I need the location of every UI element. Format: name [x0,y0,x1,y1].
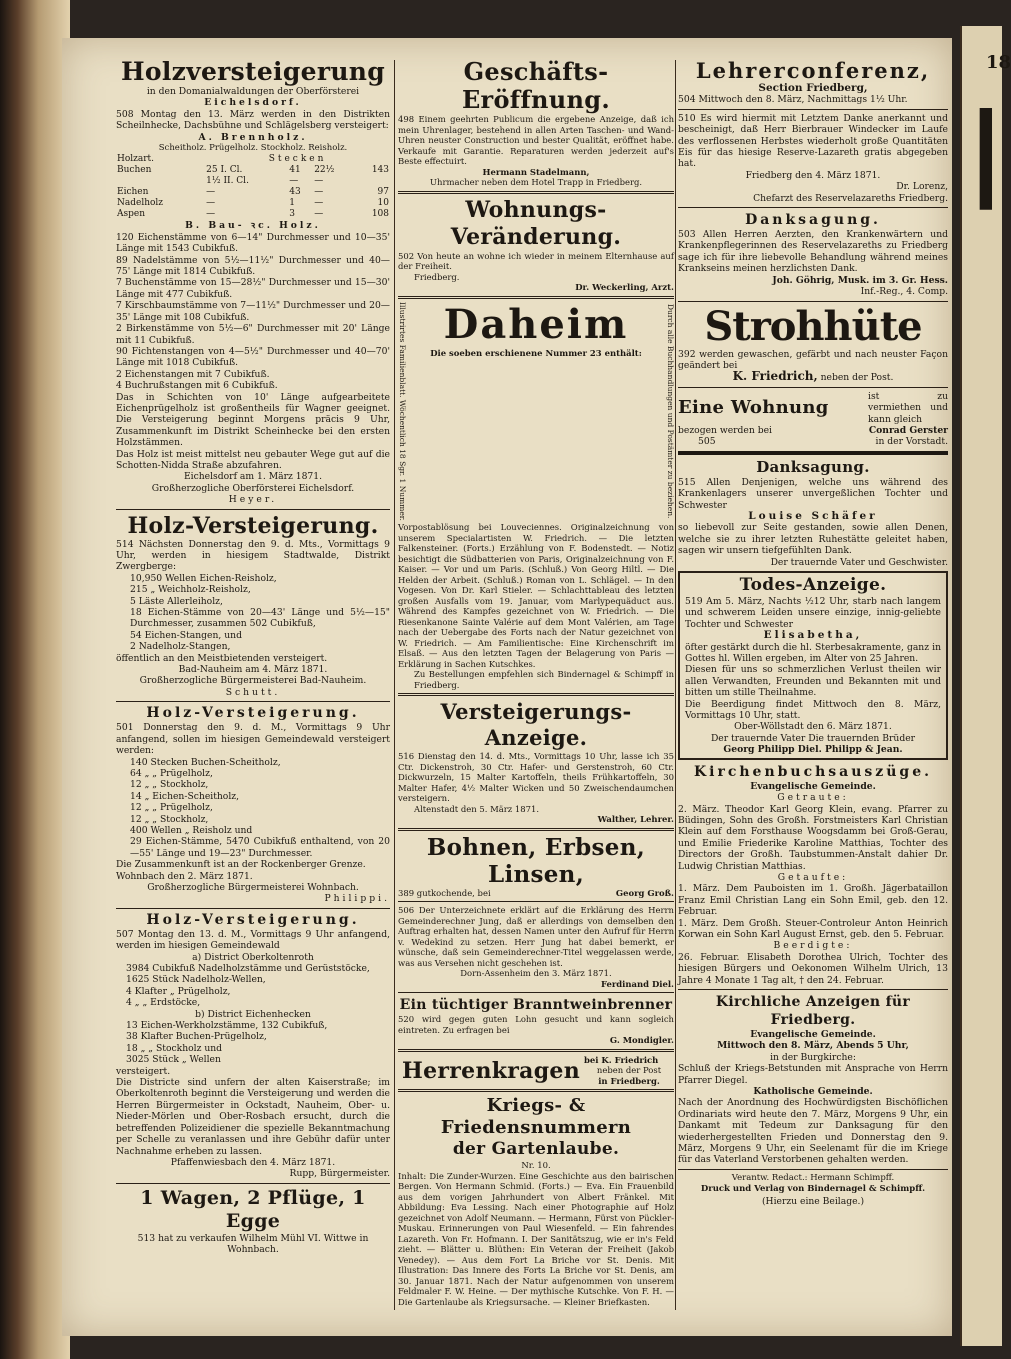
column-rule [675,60,676,1310]
table-row: 1½ II. Cl. — — [206,176,324,187]
death-notice-box [678,571,948,760]
imprint-editor: Verantw. Redact.: Hermann Schimpff. [731,1172,895,1183]
section-heading: B. Bau- ꝛc. Holz. [185,220,321,232]
column-1 [116,58,390,1259]
record-entry: 1. März. Dem Pauboisten im 1. Großh. Jägerbataillon Franz Emil Christian Lang ein Sohn Emil, geb. den 12. Februar. [678,883,948,918]
divider [398,191,674,194]
ad-wagen-pfluege [116,1187,390,1256]
ad-signature: Georg Groß. [615,887,674,898]
list-item: 18 „ „ Stockholz und [126,1042,223,1054]
divider [678,387,948,388]
ad-place: Friedberg. [414,271,460,282]
ad-eine-wohnung [678,391,948,448]
ad-title: Wohnungs-Veränderung. [450,196,622,250]
ad-date: Dorn-Assenheim den 3. März 1871. [460,968,612,979]
ad-text: so liebevoll zur Seite gestanden, sowie allen Denen, welche sie zu ihrer letzten Ruhestätte geleitet haben, sagen wir unsern tiefgefühlten Dank. [678,522,948,557]
divider [116,701,390,702]
sub-heading: Getaufte: [777,871,849,883]
ad-signature: Dr. Weckerling, Arzt. [575,282,674,292]
ad-signature: Philippi. [324,893,390,905]
list-item: 89 Nadelstämme von 5½—11½" Durchmesser und 40—75' Länge mit 1814 Cubikfuß. [116,254,390,278]
record-entry: 26. Februar. Elisabeth Dorothea Ulrich, Tochter des hiesigen Bürgers und Oekonomen Wilhelm Ulrich, 13 Jahre 4 Monate 1 Tag alt, † den 24. Februar. [678,951,948,986]
table-header: Holzart. [117,154,155,165]
ad-title: Todes-Anzeige. [739,575,887,595]
adjacent-page-edge [960,26,1011,1346]
black-rule [678,451,948,455]
book-binding [0,0,70,1359]
ad-intro: 507 Montag den 13. d. M., Vormittags 9 Uhr anfangend, werden im hiesigen Gemeindewald [116,928,390,952]
divider [678,989,948,990]
ad-erklaerung-diel [398,905,674,989]
ad-subline: Uhrmacher neben dem Hotel Trapp in Friedberg. [429,177,643,187]
imprint-printer: Druck und Verlag von Bindernagel & Schimpff. [700,1184,926,1195]
ad-signature-title: Chefarzt des Reservelazareths Friedberg. [753,192,948,204]
list-item: 54 Eichen-Stangen, und [130,629,242,641]
ad-holzversteigerung-wohnbach [116,705,390,905]
page-number: 18 [986,52,1011,73]
ad-text: 513 hat zu verkaufen Wilhelm Mühl VI. Wittwe in Wohnbach. [137,1232,369,1256]
ad-signature: Walther, Lehrer. [597,814,674,825]
ad-signature: Joh. Göhrig, Musk. im 3. Gr. Hess. [772,274,948,286]
ad-danksagung-goehrig [678,211,948,297]
section-subtitle: Evangelische Gemeinde. [750,1029,876,1040]
ad-title: Danksagung. [745,212,881,229]
ad-danksagung-schaefer [678,458,948,568]
ad-signature: G. Mondigler. [609,1035,674,1046]
record-entry: 1. März. Dem Großh. Steuer-Controleur Anton Heinrich Korwan ein Sohn Karl August Ernst, geb. den 5. Februar. [678,917,948,940]
ad-gartenlaube [398,1095,674,1307]
list-item: 10,950 Wellen Eichen-Reisholz, [130,572,277,584]
table-row: Nadelholz — 1 — 10 [117,198,389,209]
wood-table [116,154,390,220]
kirchliche-anzeigen [678,993,948,1166]
table-row: Buchen 25 I. Cl. 41 22½ 143 [117,165,389,176]
ad-intro: 501 Donnerstag den 9. d. M., Vormittags 9 Uhr anfangend, sollen im hiesigen Gemeindewald versteigert werden: [116,722,390,757]
table-row: Aspen — 3 — 108 [117,209,389,220]
ad-title: Strohhüte [704,302,922,350]
sub-heading: b) District Eichenhecken [195,1008,311,1020]
ad-text: Diesen für uns so schmerzlichen Verlust theilen wir allen Verwandten, Freunden und Bekannten mit und bitten um stille Theilnahme. [685,664,941,699]
ad-title: 1 Wagen, 2 Pflüge, 1 Egge [140,1186,366,1232]
list-item: 90 Fichtenstangen von 4—5½" Durchmesser und 40—70' Länge mit 1018 Cubikfuß. [116,345,390,369]
divider [398,828,674,831]
divider [398,1089,674,1092]
list-item: 215 „ Weichholz-Reisholz, [130,584,251,596]
ad-title: Daheim [443,300,629,348]
column-3 [678,58,948,1210]
list-item: 4 „ „ Erdstöcke, [126,997,201,1009]
list-item: 38 Klafter Buchen-Prügelholz, [126,1031,267,1043]
divider [398,296,674,299]
ad-deceased-name: Louise Schäfer [748,509,878,522]
ad-authority: Großherzogliche Bürgermeisterei Bad-Nauheim. [139,675,367,687]
ad-subtitle: Section Friedberg, [758,82,868,94]
ad-title: der Gartenlaube. [452,1139,620,1160]
ad-signature-unit: Inf.-Reg., 4. Comp. [860,286,948,298]
list-item: 7 Buchenstämme von 15—28½" Durchmesser und 15—30' Länge mit 477 Cubikfuß. [116,277,390,300]
ad-title: Versteigerungs-Anzeige. [440,699,632,751]
divider [116,908,390,909]
list-item: 2 Nadelholz-Stangen, [130,641,231,653]
ad-title: Holzversteigerung [120,57,386,86]
ad-lehrerconferenz [678,58,948,106]
list-item: 5 Läste Allerleiholz, [130,595,223,607]
ad-tail: öffentlich an den Meistbietenden versteigert. [116,652,328,664]
list-item: 1625 Stück Nadelholz-Wellen, [126,974,266,986]
ad-title: Eine Wohnung [678,396,829,418]
ad-text: Vorpostablösung bei Louveciennes. Originalzeichnung von unserem Specialartisten W. Friedrich. — Die letzten Falkensteiner. (Forts.) Erzählung von F. Bodenstedt. — Notiz besichtigt die Südbatterien von Paris, Originalzeichnung von F. Kaiser. — Vor und um Paris. (Schluß.) Von Georg Hiltl. — Die Helden der Arbeit. (Schluß.) Roman von L. Schlägel. — In den Vogesen. Von Dr. Karl Stieler. — Schlachttableau des letzten großen Ausfalls vom 19. Januar, vom Marlypequäduct aus. Während des Kampfes gezeichnet von W. Friedrich. — Die Riesenkanone Sainte Valérie auf dem Mont Valérien, am Tage nach der Uebergabe des Forts nach der Natur gezeichnet von W. Friedrich. — Am Familientische: Eine Kirchenschrift im Elsaß. — Aus den letzten Tagen der Belagerung von Paris — Erklärung in Sachen Kutschkes. [398,522,674,669]
supplement-note: (Hierzu eine Beilage.) [761,1195,865,1207]
ad-dank-windecker [678,113,948,204]
ad-date: Wohnbach den 2. März 1871. [116,870,253,882]
daheim-side-right: Durch alle Buchhandlungen und Postämter zu beziehen. [666,303,675,519]
ad-text: 506 Der Unterzeichnete erklärt auf die Erklärung des Herrn Gemeinderechner Jung, daß er allerdings von demselben den Auftrag erhalten hat, dessen Namen unter den Aufruf für Herrn v. Wedekind zu setzen. Herr Jung hat dabei bemerkt, er wünsche, daß sein Gemeinderechner-Titel weggelassen werde, was aus Versehen nicht geschehen ist. [398,905,674,968]
ad-note: Das Holz ist meist mittelst neu gebauter Wege gut auf die Schotten-Nidda Straße abzufahren. [116,448,390,471]
list-item: 29 Eichen-Stämme, 5470 Cubikfuß enthaltend, von 20—55' Länge und 19—23" Durchmesser. [130,836,390,859]
divider [398,1049,674,1052]
section-subtitle: Katholische Gemeinde. [753,1086,873,1098]
list-item: 4 Klafter „ Prügelholz, [126,985,231,997]
divider [678,301,948,302]
list-item: 12 „ „ Stockholz, [130,813,209,825]
ad-wohnungs-veraenderung [398,197,674,293]
list-item: 13 Eichen-Werkholzstämme, 132 Cubikfuß, [126,1020,328,1032]
ad-title: Holz-Versteigerung. [146,911,360,928]
ad-text: 389 gutkochende, bei [398,887,491,898]
section-subtitle: Evangelische Gemeinde. [750,780,876,792]
ad-intro: 508 Montag den 13. März werden in den Distrikten Scheilnhecke, Dachsbühne und Schlägelsberg versteigert: [116,108,390,132]
column-headers: Scheitholz. Prügelholz. Stockholz. Reisholz. [158,143,348,154]
ad-text: 504 Mittwoch den 8. März, Nachmittags 1½ Uhr. [678,94,908,106]
ad-number: 505 [698,436,716,448]
ad-place: in der Vorstadt. [875,436,948,448]
ad-text: öfter gestärkt durch die hl. Sterbesakramente, ganz in Gottes hl. Willen ergeben, im Alter von 25 Jahren. [685,641,941,665]
list-item: 2 Birkenstämme von 5½—6" Durchmesser mit 20' Länge mit 11 Cubikfuß. [116,323,390,346]
ad-note: Die Districte sind unfern der alten Kaiserstraße; im Oberkoltenroth beginnt die Versteigerung und werden die Herren Bürgermeister in Ockstadt, Nauheim, Ober- u. Nieder-Mörlen und Ober-Rosbach ersucht, durch die betreffenden Polizeidiener die spezielle Bekanntmachung per Schelle zu veranlassen und ihre Gebühr dafür unter Nachnahme erheben zu lassen. [116,1077,390,1157]
ad-deceased-name: Elisabetha, [763,629,863,642]
sub-heading: Getraute: [777,792,849,804]
ad-date: Pfaffenwiesbach den 4. März 1871. [170,1156,336,1168]
ad-subtitle: in den Domanialwaldungen der Oberförsterei [146,86,360,97]
ad-geschaefts-eroeffnung [398,58,674,188]
divider [678,109,948,110]
ad-authority: Großherzogliche Bürgermeisterei Wohnbach. [147,881,359,893]
ad-shop: in Friedberg. [598,1075,660,1086]
ad-herrenkragen [398,1055,674,1087]
ad-signature: Dr. Lorenz, [896,181,948,193]
list-item: 3025 Stück „ Wellen [126,1054,221,1066]
ad-versteigerungs-anzeige [398,699,674,825]
ad-date: Ober-Wöllstadt den 6. März 1871. [734,721,892,733]
sub-heading: a) District Oberkoltenroth [192,951,314,963]
ad-shop: bei K. Friedrich [584,1054,659,1065]
notice-line: Schluß der Kriegs-Betstunden mit Ansprache von Herrn Pfarrer Diegel. [678,1063,948,1086]
divider [678,207,948,208]
notice-line: in der Burgkirche: [770,1051,856,1063]
ad-signature: Schutt. [225,686,281,698]
ad-title: Herrenkragen [401,1057,581,1084]
notice-line: Nach der Anordnung des Hochwürdigsten Bischöflichen Ordinariats wird heute den 7. März, Morgens 9 Uhr, ein Dankamt mit Tedeum zur Danksagung für den wiederhergestellten Frieden und Donnerstag den 9. März, Morgens 9 Uhr, ein Seelenamt für die im Kriege für das Vaterland Verstorbenen gehalten werden. [678,1097,948,1166]
ad-text: 516 Dienstag den 14. d. Mts., Vormittags 10 Uhr, lasse ich 35 Ctr. Dickenstroh, 30 Ctr. Hafer- und Gerstenstroh, 60 Ctr. Dickwurzeln, 15 Malter Kartoffeln, theils Frühkartoffeln, 30 Malter Hafer, 4½ Malter Wicken und 50 Zweischendaumchen versteigern. [398,751,674,804]
ad-signature: Ferdinand Diel. [600,978,674,989]
ad-text: Inhalt: Die Zunder-Wurzen. Eine Geschichte aus den bairischen Bergen. Von Hermann Schmid. (Forts.) — Eva. Ein Frauenbild aus dem vorigen Jahrhundert von Albert Fränkel. Mit Abbildung: Eva Lessing. Nach einer Photographie auf Holz gezeichnet von Adolf Neumann. — Hermann, Fürst von Pückler-Muskau. Erinnerungen von Paul Wiesenfeld. — Ein fahrendes Lazareth. Von Fr. Hofmann. I. Der Sanitätszug, wie er in's Feld zieht. — Blätter u. Blüthen: Ein Veteran der Freiheit (Jakob Venedey). — Aus dem Fort La Briche vor St. Denis. Mit Illustration: Das Innere des Forts La Briche vor St. Denis, am 30. Januar 1871. Nach der Natur aufgenommen von unserem Feldmaler F. W. Heine. — Der mythische Kutschke. Von F. H. — Die Gartenlaube als Kriegsursache. — Kleiner Briefkasten. [398,1170,674,1307]
divider [398,693,674,696]
ad-signature: Conrad Gerster [868,424,948,436]
ad-title: Kriegs- & Friedensnummern [440,1095,632,1139]
ad-title: Holz-Versteigerung. [146,705,360,722]
list-item: 12 „ „ Prügelholz, [130,802,213,814]
ad-note: Die Zusammenkunft ist an der Rockenberger Grenze. [116,859,366,871]
ad-text: 498 Einem geehrten Publicum die ergebene Anzeige, daß ich mein Uhrenlager, bestehend in allen Arten Taschen- und Wand-Uhren neuster Construction und bester Qualität, eröffnet habe. Verkaufe mit Garantie. Reparaturen werden jederzeit auf's Beste effectuirt. [398,114,674,166]
ad-subtitle: Die soeben erschienene Nummer 23 enthält: [430,347,642,358]
divider [678,1169,948,1170]
ad-text: bezogen werden bei [678,424,772,436]
ad-signature: Georg Philipp Diel. Philipp & Jean. [723,744,903,756]
ad-bohnen-erbsen [398,834,674,899]
imprint [678,1173,948,1207]
ad-title: Danksagung. [756,457,870,476]
ad-subtitle: Eichelsdorf. [204,97,302,109]
table-header: Stecken [268,154,327,165]
divider [116,509,390,510]
adjacent-page-letter: ∣ [968,96,1004,225]
list-item: 3984 Cubikfuß Nadelholzstämme und Gerüststöcke, [126,963,370,974]
ad-signature: Der trauernde Vater Die trauernden Brüder [710,732,916,744]
list-item: 12 „ „ Stockholz, [130,779,209,791]
ad-strohhuete [678,302,948,384]
daheim-side-left: Illustrirtes Familienblatt. Wöchentlich 18 Sgr. 1 Nummer. [398,301,407,521]
list-item: 64 „ „ Prügelholz, [130,767,213,779]
section-heading: A. Brennholz. [198,131,308,143]
ad-title: Lehrerconferenz, [695,58,931,83]
divider [398,992,674,993]
ad-date: Altenstadt den 5. März 1871. [414,803,540,814]
section-title: Kirchliche Anzeigen für Friedberg. [715,994,911,1028]
ad-date: Friedberg den 4. März 1871. [745,169,881,181]
divider [398,901,674,902]
ad-signature: Hermann Stadelmann, [482,166,590,177]
ad-signature: Rupp, Bürgermeister. [289,1168,390,1180]
ad-date: Bad-Nauheim am 4. März 1871. [178,664,328,676]
ad-text: 520 wird gegen guten Lohn gesucht und kann sogleich eintreten. Zu erfragen bei [398,1014,674,1035]
ad-tail: versteigert. [116,1065,171,1077]
list-item: 120 Eichenstämme von 6—14" Durchmesser und 10—35' Länge mit 1543 Cubikfuß. [116,231,390,255]
ad-authority: Großherzogliche Oberförsterei Eichelsdorf. [151,482,355,494]
section-title: Kirchenbuchsauszüge. [693,763,933,780]
kirchenbuchsauszuege [678,763,948,986]
list-item: 2 Eichenstangen mit 7 Cubikfuß. [116,368,270,380]
ad-note: Das in Schichten von 10' Länge aufgearbeitete Eichenprügelholz ist großentheils für Wagner geeignet. Die Versteigerung beginnt Morgens präcis 9 Uhr, Zusammenkunft im Distrikt Scheinhecke bei den ersten Holzstämmen. [116,391,390,449]
record-entry: 2. März. Theodor Karl Georg Klein, evang. Pfarrer zu Büdingen, Sohn des Großh. Forstmeisters Karl Christian Klein auf dem Forsthause Woogsdamm bei Groß-Gerau, und Emilie Friederike Karoline Matthias, Tochter des Directors der Großh. Taubstummen-Anstalt dahier Dr. Ludwig Christian Matthias. [678,803,948,872]
ad-text: 392 werden gewaschen, gefärbt und nach neuster Façon geändert bei [678,348,948,371]
list-item: 4 Buchrußstangen mit 6 Cubikfuß. [116,380,278,392]
ad-text: 519 Am 5. März, Nachts ½12 Uhr, starb nach langem und schwerem Leiden unsere einzige, innig-geliebte Tochter und Schwester [685,596,941,630]
ad-title: Bohnen, Erbsen, Linsen, [426,833,646,888]
column-rule [394,60,395,1310]
divider [116,1183,390,1184]
list-item: 18 Eichen-Stämme von 20—43' Länge und 5½—15" Durchmesser, zusammen 502 Cubikfuß, [130,607,390,630]
ad-note: ist zu vermiethen und kann gleich [868,390,948,425]
list-item: 140 Stecken Buchen-Scheitholz, [130,756,281,768]
ad-shop: neben der Post [596,1065,662,1076]
ad-branntweinbrenner [398,996,674,1046]
ad-signature: Der trauernde Vater und Geschwister. [770,556,948,568]
table-row: Eichen — 43 — 97 [117,187,389,198]
ad-signature: Heyer. [228,494,278,506]
ad-text: 503 Allen Herren Aerzten, den Krankenwärtern und Krankenpflegerinnen des Reservelazareths zu Friedberg sage ich für ihre liebevolle Behandlung während meines Krankseins meinen herzlichsten Dank. [678,229,948,275]
ad-place: neben der Post. [820,372,894,384]
ad-text: 510 Es wird hiermit mit Letztem Danke anerkannt und bescheinigt, daß Herr Bierbrauer Windecker im Laufe des verflossenen Herbstes wiederholt große Quantitäten Eis für das hiesige Reserve-Lazareth gratis abgegeben hat. [678,112,948,170]
list-item: 7 Kirschbaumstämme von 7—11½" Durchmesser und 20—35' Länge mit 108 Cubikfuß. [116,300,390,323]
ad-signature: K. Friedrich, [732,369,818,384]
list-item: 400 Wellen „ Reisholz und [130,824,253,836]
ad-title: Geschäfts-Eröffnung. [461,57,611,114]
ad-funeral: Die Beerdigung findet Mittwoch den 8. März, Vormittags 10 Uhr, statt. [685,698,941,722]
ad-text: 515 Allen Denjenigen, welche uns während des Krankenlagers unserer unvergeßlichen Tochter und Schwester [678,476,948,511]
ad-order: Zu Bestellungen empfehlen sich Bindernagel & Schimpff in Friedberg. [414,669,674,690]
sub-heading: Beerdigte: [773,940,853,952]
issue-number: Nr. 10. [521,1160,551,1171]
ad-text: 502 Von heute an wohne ich wieder in meinem Elternhause auf der Freiheit. [398,250,674,271]
ad-title: Holz-Versteigerung. [127,512,379,539]
ad-holzversteigerung-pfaffenwiesbach [116,912,390,1180]
list-item: 14 „ Eichen-Scheitholz, [130,790,240,802]
ad-holzversteigerung-nauheim [116,513,390,699]
ad-holzversteigerung-eichelsdorf [116,58,390,506]
ad-date: Eichelsdorf am 1. März 1871. [183,471,323,483]
column-2 [398,58,674,1310]
ad-title: Ein tüchtiger Branntweinbrenner [399,997,673,1014]
notice-line: Mittwoch den 8. März, Abends 5 Uhr, [717,1040,909,1052]
ad-intro: 514 Nächsten Donnerstag den 9. d. Mts., Vormittags 9 Uhr, werden in hiesigem Stadtwalde, Distrikt Zwergberge: [116,538,390,573]
ad-daheim [398,302,674,691]
